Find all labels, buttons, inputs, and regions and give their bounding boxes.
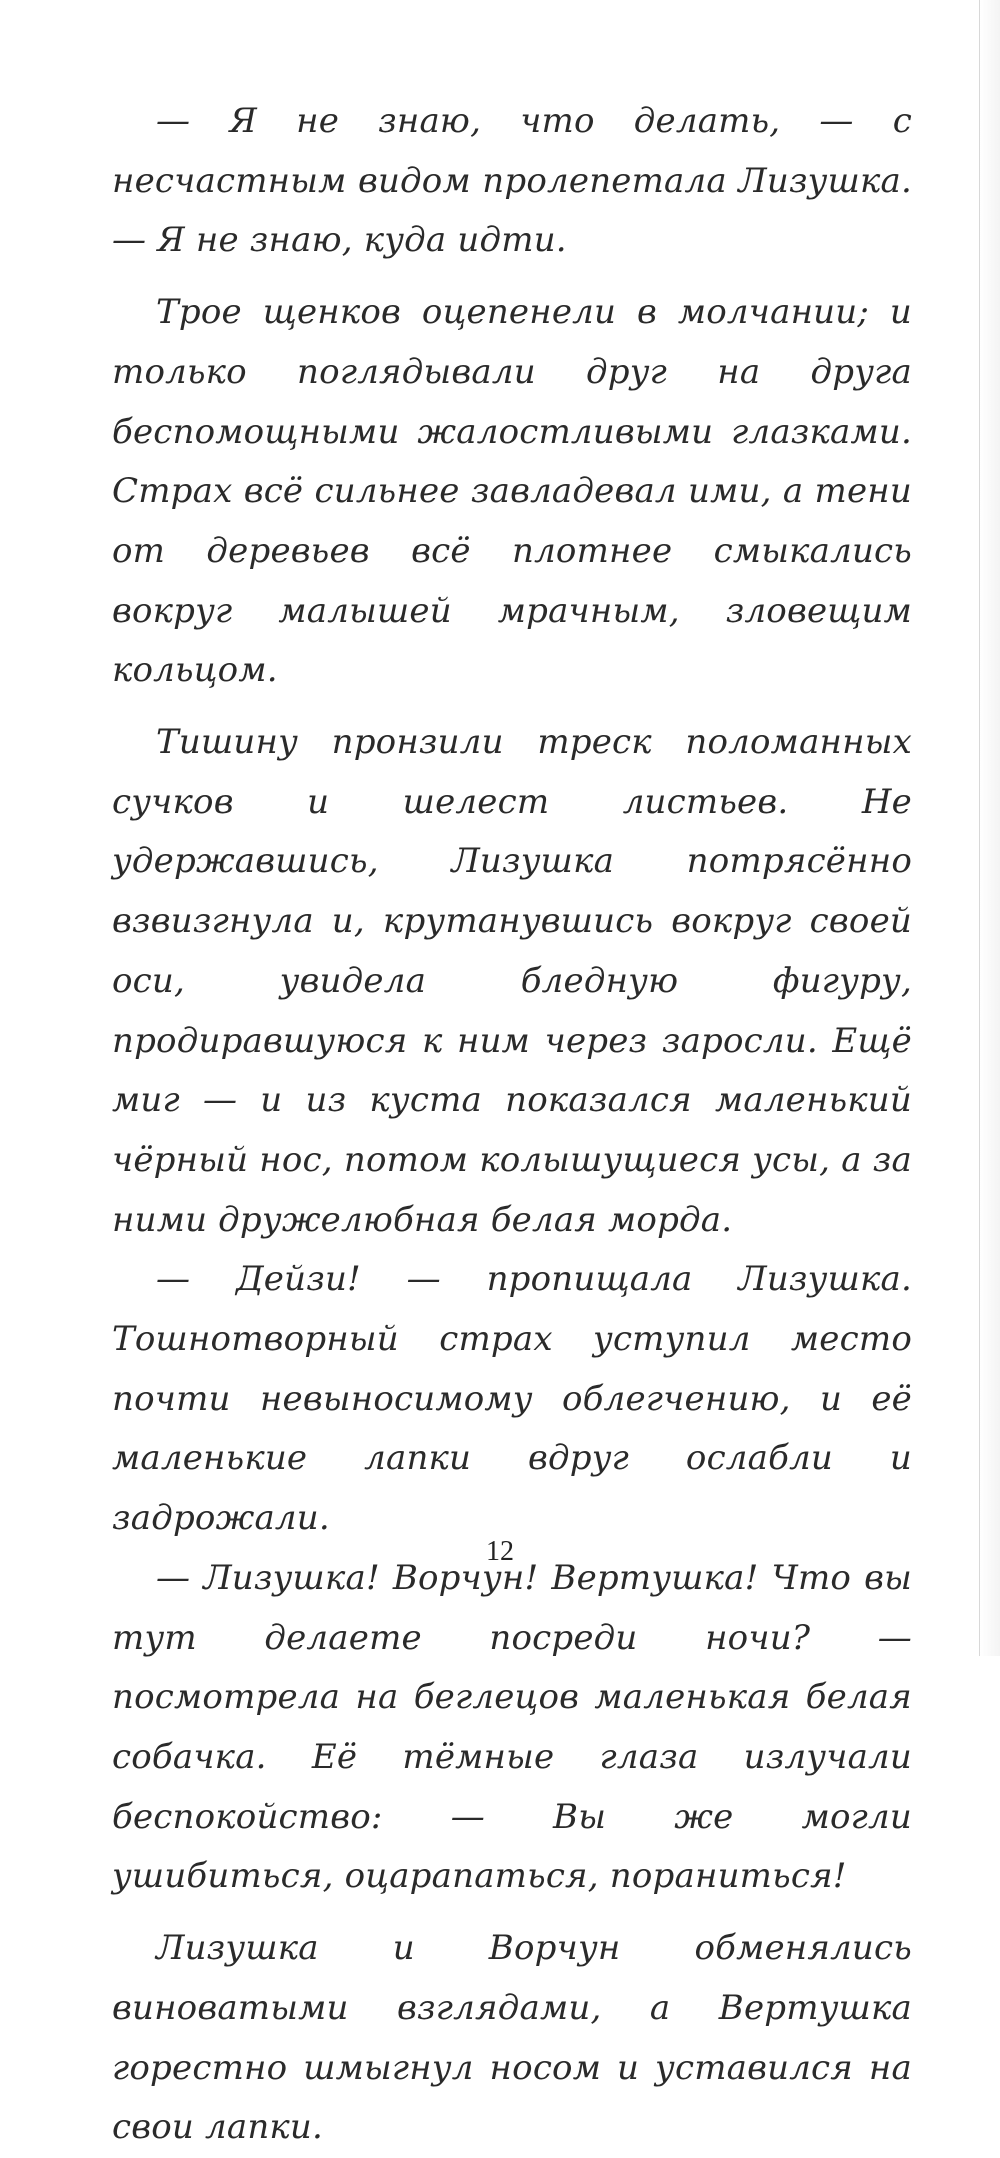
paragraph-2: Трое щенков оцепенели в молчании; и только поглядывали друг на друга беспомощными жалостливыми глазками. Страх всё сильнее завладевал ими, а тени от деревьев всё плотнее смыкались вокруг малышей мрачным, зловещим кольцом. — [112, 292, 912, 691]
body-text — [112, 92, 912, 2158]
paragraph-3: Тишину пронзили треск поломанных сучков и шелест листьев. Не удержавшись, Лизушка потрясённо взвизгнула и, крутанувшись вокруг своей оси, увидела бледную фигуру, продиравшуюся к ним через заросли. Ещё миг — и из куста показался маленький чёрный нос, потом колышущиеся усы, а за ними дружелюбная белая морда. — [112, 722, 912, 1240]
page-edge-line — [979, 0, 980, 1656]
page-edge-shadow — [980, 0, 1000, 1656]
paragraph-4: — Дейзи! — пропищала Лизушка. Тошнотворный страх уступил место почти невыносимому облегчению, и её маленькие лапки вдруг ослабли и задрожали. — [112, 1259, 912, 1539]
paragraph-6: Лизушка и Ворчун обменялись виноватыми взглядами, а Вертушка горестно шмыгнул носом и уставился на свои лапки. — [112, 1928, 912, 2148]
paragraph-1: — Я не знаю, что делать, — с несчастным видом пролепетала Лизушка. — Я не знаю, куда идти. — [112, 101, 912, 261]
paragraph-5: — Лизушка! Ворчун! Вертушка! Что вы тут делаете посреди ночи? — посмотрела на беглецов маленькая белая собачка. Её тёмные глаза излучали беспокойство: — Вы же могли ушибиться, оцарапаться, пораниться! — [112, 1557, 912, 1897]
page-number: 12 — [486, 1536, 514, 1567]
